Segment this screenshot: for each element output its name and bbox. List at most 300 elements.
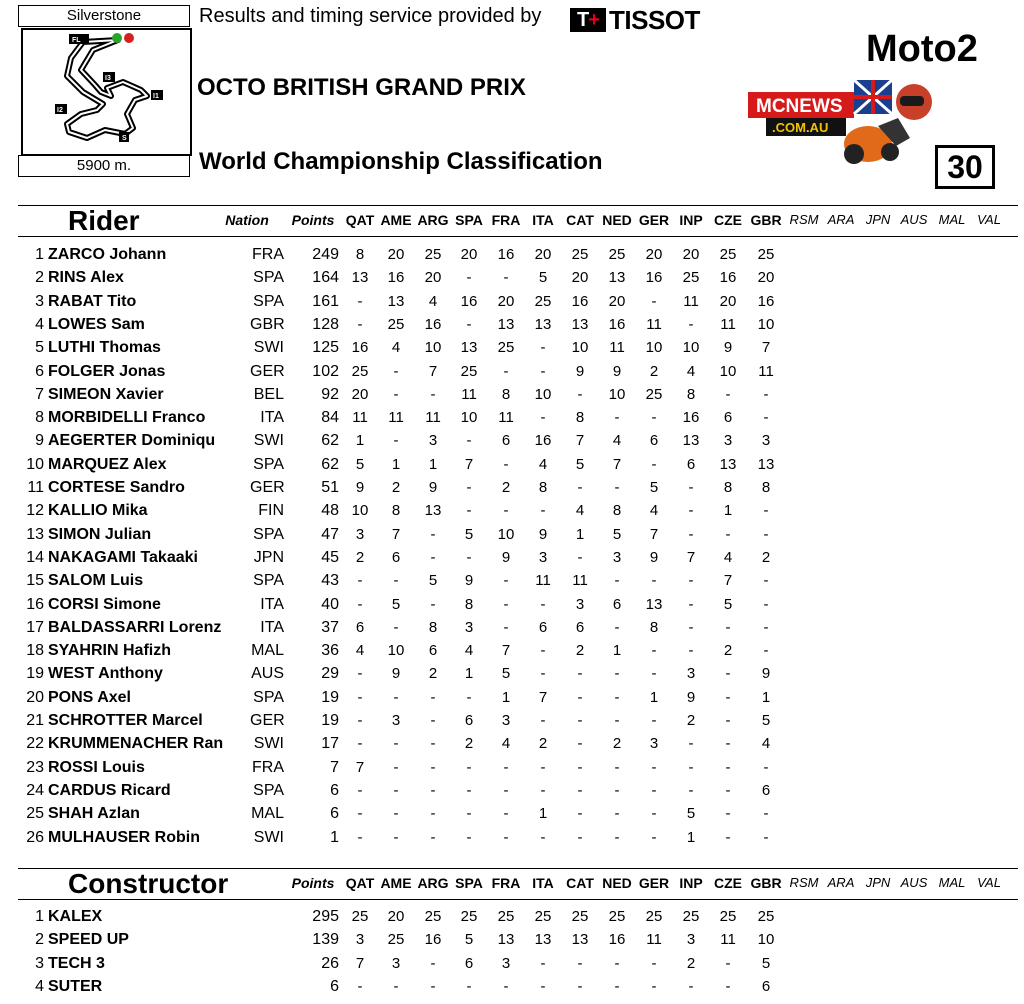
name-cell: LOWES Sam xyxy=(48,315,145,333)
race-points-cell: 1 xyxy=(686,828,696,846)
race-points-cell: 9 xyxy=(464,572,474,590)
race-column-header: ARG xyxy=(417,875,449,891)
race-points-cell: - xyxy=(688,315,694,333)
race-points-cell: - xyxy=(430,977,436,995)
race-points-cell: 10 xyxy=(682,339,700,357)
race-points-cell: 20 xyxy=(424,269,442,287)
race-points-cell: - xyxy=(725,385,731,403)
race-points-cell: 5 xyxy=(723,595,733,613)
race-points-cell: - xyxy=(763,805,769,823)
race-points-cell: 10 xyxy=(387,642,405,660)
table-row xyxy=(0,779,1024,802)
race-points-cell: 25 xyxy=(757,908,775,925)
race-points-cell: 13 xyxy=(497,931,515,949)
race-points-cell: - xyxy=(503,269,509,287)
race-points-cell: 2 xyxy=(428,665,438,683)
name-cell: SUTER xyxy=(48,977,103,995)
race-points-cell: 4 xyxy=(612,432,622,450)
race-points-cell: - xyxy=(430,385,436,403)
race-points-cell: 13 xyxy=(497,315,515,333)
race-column-header: ITA xyxy=(532,212,554,228)
name-cell: KALEX xyxy=(48,908,103,925)
race-points-cell: 16 xyxy=(608,315,626,333)
race-points-cell: - xyxy=(393,432,399,450)
race-points-cell: 6 xyxy=(355,618,365,636)
name-cell: ZARCO Johann xyxy=(48,246,167,263)
race-points-cell: 5 xyxy=(464,931,474,949)
race-points-cell: 9 xyxy=(649,548,659,566)
race-points-cell: 3 xyxy=(723,432,733,450)
table-row xyxy=(0,686,1024,709)
race-points-cell: 20 xyxy=(719,292,737,310)
race-points-cell: 10 xyxy=(719,362,737,380)
name-cell: WEST Anthony xyxy=(48,665,163,683)
position-cell: 15 xyxy=(26,572,44,590)
race-points-cell: 8 xyxy=(538,479,548,496)
name-cell: LUTHI Thomas xyxy=(48,339,161,357)
nation-cell: ITA xyxy=(260,409,284,427)
race-points-cell: 10 xyxy=(571,339,589,357)
race-points-cell: - xyxy=(357,712,363,729)
race-points-cell: - xyxy=(725,828,731,846)
race-points-cell: 13 xyxy=(571,315,589,333)
track-label-fl: FL xyxy=(72,37,81,44)
race-points-cell: - xyxy=(503,618,509,636)
race-points-cell: - xyxy=(651,712,657,729)
race-points-cell: 9 xyxy=(686,688,696,706)
table-row xyxy=(0,476,1024,499)
race-points-cell: - xyxy=(393,735,399,753)
race-points-cell: - xyxy=(540,712,546,729)
race-points-cell: 25 xyxy=(424,246,442,263)
position-cell: 4 xyxy=(35,977,44,995)
race-points-cell: 10 xyxy=(460,409,478,427)
race-points-cell: - xyxy=(466,781,472,799)
nation-cell: FRA xyxy=(252,246,284,263)
race-points-cell: 5 xyxy=(686,805,696,823)
race-points-cell: 2 xyxy=(649,362,659,380)
rider-column-headers xyxy=(0,205,1024,235)
race-points-cell: 3 xyxy=(355,525,365,543)
position-cell: 5 xyxy=(35,339,44,357)
race-points-cell: - xyxy=(430,805,436,823)
race-points-cell: 6 xyxy=(686,455,696,473)
position-cell: 3 xyxy=(35,954,44,972)
race-points-cell: - xyxy=(466,828,472,846)
race-points-cell: - xyxy=(763,502,769,520)
name-cell: SCHROTTER Marcel xyxy=(48,712,203,729)
race-points-cell: 2 xyxy=(575,642,585,660)
race-points-cell: - xyxy=(577,977,583,995)
race-points-cell: 10 xyxy=(351,502,369,520)
race-points-cell: 2 xyxy=(761,548,771,566)
race-points-cell: - xyxy=(651,642,657,660)
race-points-cell: - xyxy=(651,977,657,995)
race-points-cell: 8 xyxy=(686,385,696,403)
points-cell: 7 xyxy=(330,758,339,776)
race-points-cell: - xyxy=(614,618,620,636)
race-points-cell: 3 xyxy=(355,931,365,949)
race-points-cell: 11 xyxy=(498,409,514,427)
nation-cell: FIN xyxy=(258,502,284,520)
race-points-cell: - xyxy=(651,781,657,799)
track-label-i1: I1 xyxy=(153,93,159,100)
table-row xyxy=(0,336,1024,359)
event-title: OCTO BRITISH GRAND PRIX xyxy=(197,74,526,101)
race-points-cell: - xyxy=(357,572,363,590)
race-column-header: GBR xyxy=(750,875,782,891)
name-cell: CORTESE Sandro xyxy=(48,479,185,496)
race-column-header: CZE xyxy=(714,212,742,228)
race-points-cell: 1 xyxy=(649,688,659,706)
race-points-cell: - xyxy=(614,781,620,799)
race-column-header: QAT xyxy=(345,875,375,891)
race-column-header: FRA xyxy=(491,875,521,891)
future-race-column-header: RSM xyxy=(789,875,819,890)
race-points-cell: 8 xyxy=(761,479,771,496)
points-cell: 6 xyxy=(330,805,339,823)
race-points-cell: - xyxy=(540,409,546,427)
race-points-cell: 3 xyxy=(428,432,438,450)
race-column-header: GER xyxy=(638,875,670,891)
position-cell: 16 xyxy=(26,595,44,613)
race-points-cell: - xyxy=(466,269,472,287)
nation-cell: SPA xyxy=(253,688,284,706)
race-points-cell: 8 xyxy=(575,409,585,427)
race-points-cell: 11 xyxy=(535,572,551,590)
race-points-cell: - xyxy=(763,828,769,846)
race-points-cell: - xyxy=(503,977,509,995)
race-points-cell: 11 xyxy=(720,931,736,949)
race-points-cell: - xyxy=(688,758,694,776)
table-row xyxy=(0,499,1024,522)
nation-cell: SPA xyxy=(253,572,284,590)
race-points-cell: - xyxy=(763,572,769,590)
position-cell: 1 xyxy=(35,246,44,263)
race-column-header: GBR xyxy=(750,212,782,228)
race-points-cell: - xyxy=(430,954,436,972)
race-points-cell: 20 xyxy=(645,246,663,263)
race-points-cell: - xyxy=(614,758,620,776)
race-points-cell: - xyxy=(393,758,399,776)
race-points-cell: 16 xyxy=(645,269,663,287)
race-points-cell: 1 xyxy=(575,525,585,543)
race-points-cell: 11 xyxy=(646,315,662,333)
race-points-cell: 3 xyxy=(538,548,548,566)
position-cell: 3 xyxy=(35,292,44,310)
race-points-cell: - xyxy=(503,362,509,380)
nation-cell: SPA xyxy=(253,525,284,543)
name-cell: SIMEON Xavier xyxy=(48,385,164,403)
name-cell: SHAH Azlan xyxy=(48,805,140,823)
race-points-cell: 6 xyxy=(501,432,511,450)
race-points-cell: 20 xyxy=(682,246,700,263)
race-points-cell: 16 xyxy=(424,931,442,949)
race-points-cell: 25 xyxy=(645,908,663,925)
race-points-cell: - xyxy=(651,292,657,310)
race-points-cell: 5 xyxy=(428,572,438,590)
race-points-cell: 8 xyxy=(464,595,474,613)
name-cell: SALOM Luis xyxy=(48,572,144,590)
race-points-cell: 8 xyxy=(391,502,401,520)
race-points-cell: 13 xyxy=(682,432,700,450)
nation-cell: GBR xyxy=(250,315,285,333)
race-points-cell: - xyxy=(430,781,436,799)
race-points-cell: 25 xyxy=(424,908,442,925)
future-race-column-header: VAL xyxy=(977,212,1001,227)
race-points-cell: - xyxy=(466,805,472,823)
race-points-cell: 3 xyxy=(391,954,401,972)
race-points-cell: - xyxy=(763,642,769,660)
race-points-cell: 2 xyxy=(723,642,733,660)
race-points-cell: - xyxy=(393,572,399,590)
race-points-cell: 6 xyxy=(575,618,585,636)
points-cell: 139 xyxy=(312,931,339,949)
track-map xyxy=(21,28,192,156)
race-column-header: SPA xyxy=(455,875,483,891)
position-cell: 20 xyxy=(26,688,44,706)
nation-cell: ITA xyxy=(260,618,284,636)
name-cell: NAKAGAMI Takaaki xyxy=(48,548,198,566)
position-cell: 19 xyxy=(26,665,44,683)
race-points-cell: 25 xyxy=(460,908,478,925)
race-points-cell: - xyxy=(540,595,546,613)
points-cell: 36 xyxy=(321,642,339,660)
table-row xyxy=(0,523,1024,546)
name-cell: RABAT Tito xyxy=(48,292,137,310)
table-row xyxy=(0,905,1024,928)
table-row xyxy=(0,928,1024,951)
race-points-cell: - xyxy=(725,805,731,823)
race-points-cell: 3 xyxy=(761,432,771,450)
race-column-header: GER xyxy=(638,212,670,228)
points-cell: 128 xyxy=(312,315,339,333)
race-points-cell: 7 xyxy=(464,455,474,473)
race-points-cell: 7 xyxy=(649,525,659,543)
race-points-cell: - xyxy=(763,758,769,776)
race-points-cell: - xyxy=(357,665,363,683)
points-cell: 26 xyxy=(321,954,339,972)
race-points-cell: 4 xyxy=(723,548,733,566)
race-points-cell: - xyxy=(614,665,620,683)
mcnews-logo xyxy=(748,80,938,168)
race-points-cell: 2 xyxy=(501,479,511,496)
track-name: Silverstone xyxy=(18,5,190,27)
race-points-cell: - xyxy=(651,409,657,427)
race-points-cell: 6 xyxy=(464,954,474,972)
race-points-cell: - xyxy=(466,688,472,706)
race-points-cell: - xyxy=(466,548,472,566)
position-cell: 26 xyxy=(26,828,44,846)
nation-cell: MAL xyxy=(251,642,284,660)
points-cell: 47 xyxy=(321,525,339,543)
race-points-cell: 4 xyxy=(428,292,438,310)
table-row xyxy=(0,383,1024,406)
race-points-cell: 20 xyxy=(608,292,626,310)
race-points-cell: - xyxy=(393,618,399,636)
table-row xyxy=(0,290,1024,313)
race-points-cell: - xyxy=(503,781,509,799)
race-points-cell: 16 xyxy=(497,246,515,263)
race-points-cell: 4 xyxy=(649,502,659,520)
race-points-cell: 20 xyxy=(460,246,478,263)
nation-cell: SPA xyxy=(253,455,284,473)
name-cell: SIMON Julian xyxy=(48,525,152,543)
name-cell: FOLGER Jonas xyxy=(48,362,166,380)
race-points-cell: - xyxy=(688,479,694,496)
table-row xyxy=(0,266,1024,289)
red-light-icon xyxy=(124,33,134,43)
race-points-cell: 4 xyxy=(355,642,365,660)
race-points-cell: 20 xyxy=(497,292,515,310)
race-points-cell: - xyxy=(540,758,546,776)
svg-text:.COM.AU: .COM.AU xyxy=(772,120,829,135)
race-points-cell: - xyxy=(651,665,657,683)
race-points-cell: - xyxy=(393,781,399,799)
position-cell: 2 xyxy=(35,269,44,287)
race-points-cell: 6 xyxy=(723,409,733,427)
race-points-cell: 20 xyxy=(387,246,405,263)
table-row xyxy=(0,453,1024,476)
name-cell: MORBIDELLI Franco xyxy=(48,409,206,427)
name-cell: PONS Axel xyxy=(48,688,131,706)
race-points-cell: 1 xyxy=(538,805,548,823)
race-points-cell: - xyxy=(725,665,731,683)
points-cell: 62 xyxy=(321,432,339,450)
race-points-cell: 16 xyxy=(719,269,737,287)
race-points-cell: 25 xyxy=(719,908,737,925)
race-points-cell: 13 xyxy=(351,269,369,287)
race-points-cell: - xyxy=(503,805,509,823)
position-cell: 4 xyxy=(35,315,44,333)
race-points-cell: - xyxy=(577,805,583,823)
race-points-cell: 9 xyxy=(612,362,622,380)
race-points-cell: - xyxy=(540,828,546,846)
race-points-cell: - xyxy=(540,362,546,380)
race-points-cell: 8 xyxy=(355,246,365,263)
race-column-header: NED xyxy=(602,875,632,891)
race-column-header: CZE xyxy=(714,875,742,891)
category-title: Moto2 xyxy=(866,28,978,70)
race-points-cell: - xyxy=(763,385,769,403)
position-cell: 24 xyxy=(26,781,44,799)
points-cell: 19 xyxy=(321,688,339,706)
race-points-cell: - xyxy=(393,977,399,995)
nation-cell: SWI xyxy=(253,828,284,846)
race-points-cell: 2 xyxy=(538,735,548,753)
race-points-cell: 9 xyxy=(501,548,511,566)
points-cell: 40 xyxy=(321,595,339,613)
race-points-cell: - xyxy=(503,828,509,846)
race-points-cell: 3 xyxy=(612,548,622,566)
race-points-cell: 25 xyxy=(719,246,737,263)
race-points-cell: 1 xyxy=(464,665,474,683)
race-points-cell: 11 xyxy=(609,339,625,357)
race-points-cell: 5 xyxy=(612,525,622,543)
race-points-cell: 7 xyxy=(612,455,622,473)
table-row xyxy=(0,756,1024,779)
race-points-cell: - xyxy=(540,502,546,520)
race-points-cell: 11 xyxy=(461,385,477,403)
points-cell: 19 xyxy=(321,712,339,729)
position-cell: 10 xyxy=(26,455,44,473)
tissot-cross-icon: T + xyxy=(570,8,606,32)
points-cell: 6 xyxy=(330,977,339,995)
table-row xyxy=(0,662,1024,685)
race-points-cell: 1 xyxy=(428,455,438,473)
page-number: 30 xyxy=(935,145,995,189)
constructor-column-headers xyxy=(0,868,1024,898)
race-points-cell: 25 xyxy=(757,246,775,263)
race-points-cell: 3 xyxy=(686,931,696,949)
race-column-header: FRA xyxy=(491,212,521,228)
race-column-header: AME xyxy=(380,212,412,228)
race-points-cell: 13 xyxy=(460,339,478,357)
race-points-cell: - xyxy=(503,758,509,776)
name-cell: SYAHRIN Hafizh xyxy=(48,642,171,660)
name-cell: ROSSI Louis xyxy=(48,758,145,776)
points-cell: 295 xyxy=(312,908,339,925)
race-points-cell: - xyxy=(393,362,399,380)
race-points-cell: 25 xyxy=(571,246,589,263)
race-points-cell: 25 xyxy=(497,908,515,925)
race-points-cell: 10 xyxy=(645,339,663,357)
position-cell: 1 xyxy=(35,908,44,925)
race-points-cell: - xyxy=(466,502,472,520)
race-points-cell: - xyxy=(540,339,546,357)
table-row xyxy=(0,546,1024,569)
name-cell: KRUMMENACHER Ran xyxy=(48,735,224,753)
race-points-cell: 25 xyxy=(497,339,515,357)
nation-cell: SWI xyxy=(253,735,284,753)
table-row xyxy=(0,639,1024,662)
race-points-cell: 25 xyxy=(387,931,405,949)
race-points-cell: 25 xyxy=(645,385,663,403)
race-points-cell: 6 xyxy=(538,618,548,636)
race-points-cell: 1 xyxy=(761,688,771,706)
points-cell: 102 xyxy=(312,362,339,380)
nation-cell: SPA xyxy=(253,781,284,799)
race-points-cell: 25 xyxy=(682,269,700,287)
race-points-cell: 5 xyxy=(761,712,771,729)
tissot-word: TISSOT xyxy=(609,4,700,35)
race-points-cell: - xyxy=(357,805,363,823)
table-row xyxy=(0,952,1024,975)
name-cell: AEGERTER Dominiqu xyxy=(48,432,216,450)
points-cell: 161 xyxy=(312,292,339,310)
position-cell: 9 xyxy=(35,432,44,450)
points-cell: 48 xyxy=(321,502,339,520)
race-points-cell: - xyxy=(725,735,731,753)
race-points-cell: 10 xyxy=(757,931,775,949)
table-row xyxy=(0,616,1024,639)
position-cell: 18 xyxy=(26,642,44,660)
track-label-i3: I3 xyxy=(105,75,111,82)
nation-cell: AUS xyxy=(251,665,284,683)
name-cell: CARDUS Ricard xyxy=(48,781,171,799)
race-points-cell: - xyxy=(357,781,363,799)
race-points-cell: 25 xyxy=(608,908,626,925)
race-points-cell: - xyxy=(430,758,436,776)
race-points-cell: 16 xyxy=(682,409,700,427)
race-points-cell: - xyxy=(763,525,769,543)
race-points-cell: - xyxy=(725,758,731,776)
race-points-cell: 13 xyxy=(387,292,405,310)
points-cell: 6 xyxy=(330,781,339,799)
rider-section-title: Rider xyxy=(68,205,140,236)
position-cell: 25 xyxy=(26,805,44,823)
race-points-cell: 2 xyxy=(686,712,696,729)
